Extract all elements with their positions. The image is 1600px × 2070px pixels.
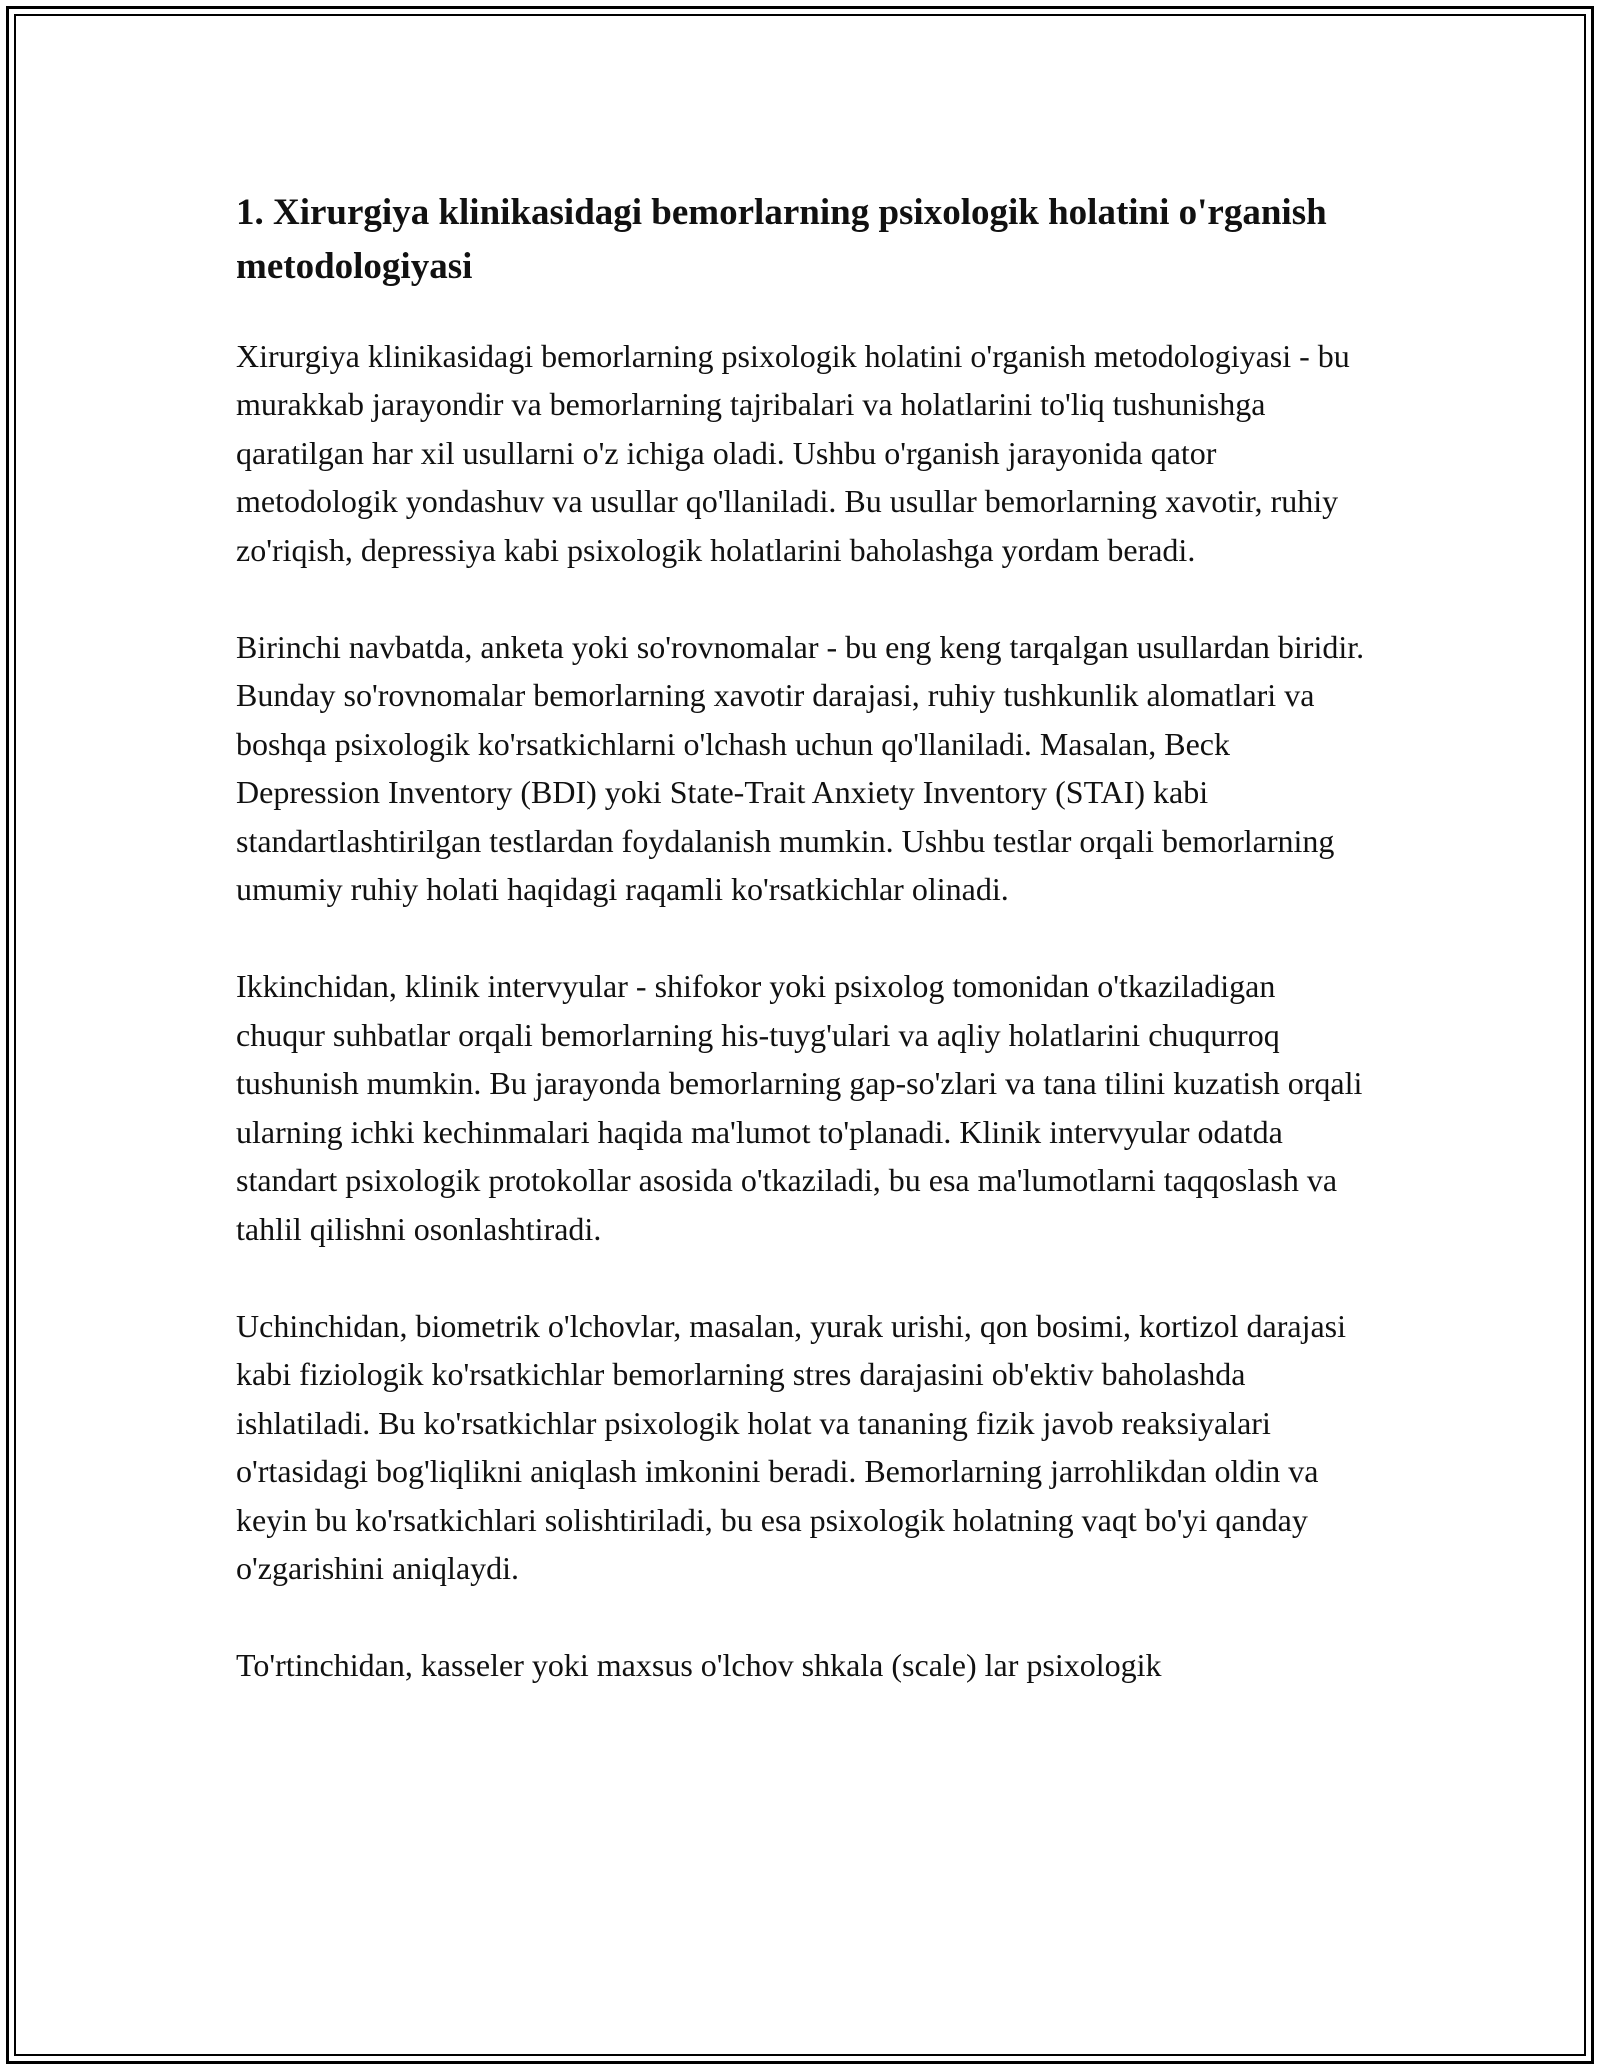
section-title: 1. Xirurgiya klinikasidagi bemorlarning psixologik holatini o'rganish metodologiyasi xyxy=(236,192,1327,287)
paragraph-biometrics: Uchinchidan, biometrik o'lchovlar, masalan, yurak urishi, qon bosimi, kortizol darajasi kabi fiziologik ko'rsatkichlar bemorlarning stres darajasini ob'ektiv baholashda ishlatiladi. Bu ko'rsatkichlar psixologik holat va tananing fizik javob reaksiyalari o'rtasidagi bog'liqlikni aniqlash imkonini beradi. Bemorlarning jarrohlikdan oldin va keyin bu ko'rsatkichlari solishtiriladi, bu esa psixologik holatning vaqt bo'yi qanday o'zgarishini aniqlaydi. xyxy=(236,1307,1346,1586)
paragraph-interviews: Ikkinchidan, klinik intervyular - shifokor yoki psixolog tomonidan o'tkaziladigan chuqur suhbatlar orqali bemorlarning his-tuyg'ulari va aqliy holatlarini chuqurroq tushunish mumkin. Bu jarayonda bemorlarning gap-so'zlari va tana tilini kuzatish orqali ularning ichki kechinmalari haqida ma'lumot to'planadi. Klinik intervyular odatda standart psixologik protokollar asosida o'tkaziladi, bu esa ma'lumotlarni taqqoslash va tahlil qilishni osonlashtiradi. xyxy=(236,968,1363,1247)
paragraph-scales: To'rtinchidan, kasseler yoki maxsus o'lchov shkala (scale) lar psixologik xyxy=(236,1647,1162,1684)
paragraph-surveys: Birinchi navbatda, anketa yoki so'rovnomalar - bu eng keng tarqalgan usullardan biridir. Bunday so'rovnomalar bemorlarning xavotir darajasi, ruhiy tushkunlik alomatlari va boshqa psixologik ko'rsatkichlarni o'lchash uchun qo'llaniladi. Masalan, Beck Depression Inventory (BDI) yoki State-Trait Anxiety Inventory (STAI) kabi standartlashtirilgan testlardan foydalanish mumkin. Ushbu testlar orqali bemorlarning umumiy ruhiy holati haqidagi raqamli ko'rsatkichlar olinadi. xyxy=(236,629,1365,908)
paragraph-intro: Xirurgiya klinikasidagi bemorlarning psixologik holatini o'rganish metodologiyasi - bu murakkab jarayondir va bemorlarning tajribalari va holatlarini to'liq tushunishga qaratilgan har xil usullarni o'z ichiga oladi. Ushbu o'rganish jarayonida qator metodologik yondashuv va usullar qo'llaniladi. Bu usullar bemorlarning xavotir, ruhiy zo'riqish, depressiya kabi psixologik holatlarini baholashga yordam beradi. xyxy=(236,338,1350,568)
document-body xyxy=(236,186,1366,1739)
